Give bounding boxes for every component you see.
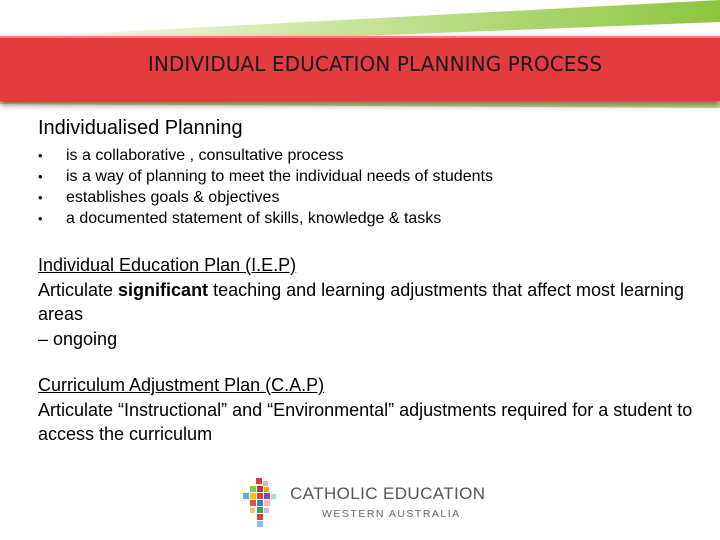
bullet-icon: • bbox=[38, 211, 43, 226]
iep-heading: Individual Education Plan (I.E.P) bbox=[38, 255, 297, 275]
cap-heading: Curriculum Adjustment Plan (C.A.P) bbox=[38, 375, 325, 395]
cap-section bbox=[38, 373, 698, 447]
bullet-icon: • bbox=[38, 169, 43, 184]
bullet-icon: • bbox=[38, 190, 43, 205]
individualised-list bbox=[38, 145, 493, 229]
logo-name: CATHOLIC EDUCATION bbox=[290, 484, 486, 503]
section-heading-individualised: Individualised Planning bbox=[38, 117, 243, 139]
iep-section bbox=[38, 253, 698, 351]
page-title: INDIVIDUAL EDUCATION PLANNING PROCESS bbox=[147, 52, 603, 76]
list-item: • establishes goals & objectives bbox=[38, 189, 280, 206]
iep-ongoing: – ongoing bbox=[38, 328, 118, 349]
catholic-education-logo bbox=[240, 478, 490, 528]
bullet-icon: • bbox=[38, 148, 43, 163]
iep-emphasis: significant bbox=[118, 279, 209, 300]
list-item: • a documented statement of skills, knowledge & tasks bbox=[38, 210, 442, 227]
cross-mosaic-icon bbox=[240, 478, 284, 528]
iep-description: Articulate significant teaching and learning adjustments that affect most learning areas bbox=[38, 279, 685, 324]
cap-description: Articulate “Instructional” and “Environmental” adjustments required for a student to access the curriculum bbox=[38, 399, 693, 444]
logo-subtitle: WESTERN AUSTRALIA bbox=[322, 508, 461, 520]
list-item: • is a way of planning to meet the individual needs of students bbox=[38, 168, 493, 185]
list-item: • is a collaborative , consultative process bbox=[38, 147, 344, 164]
